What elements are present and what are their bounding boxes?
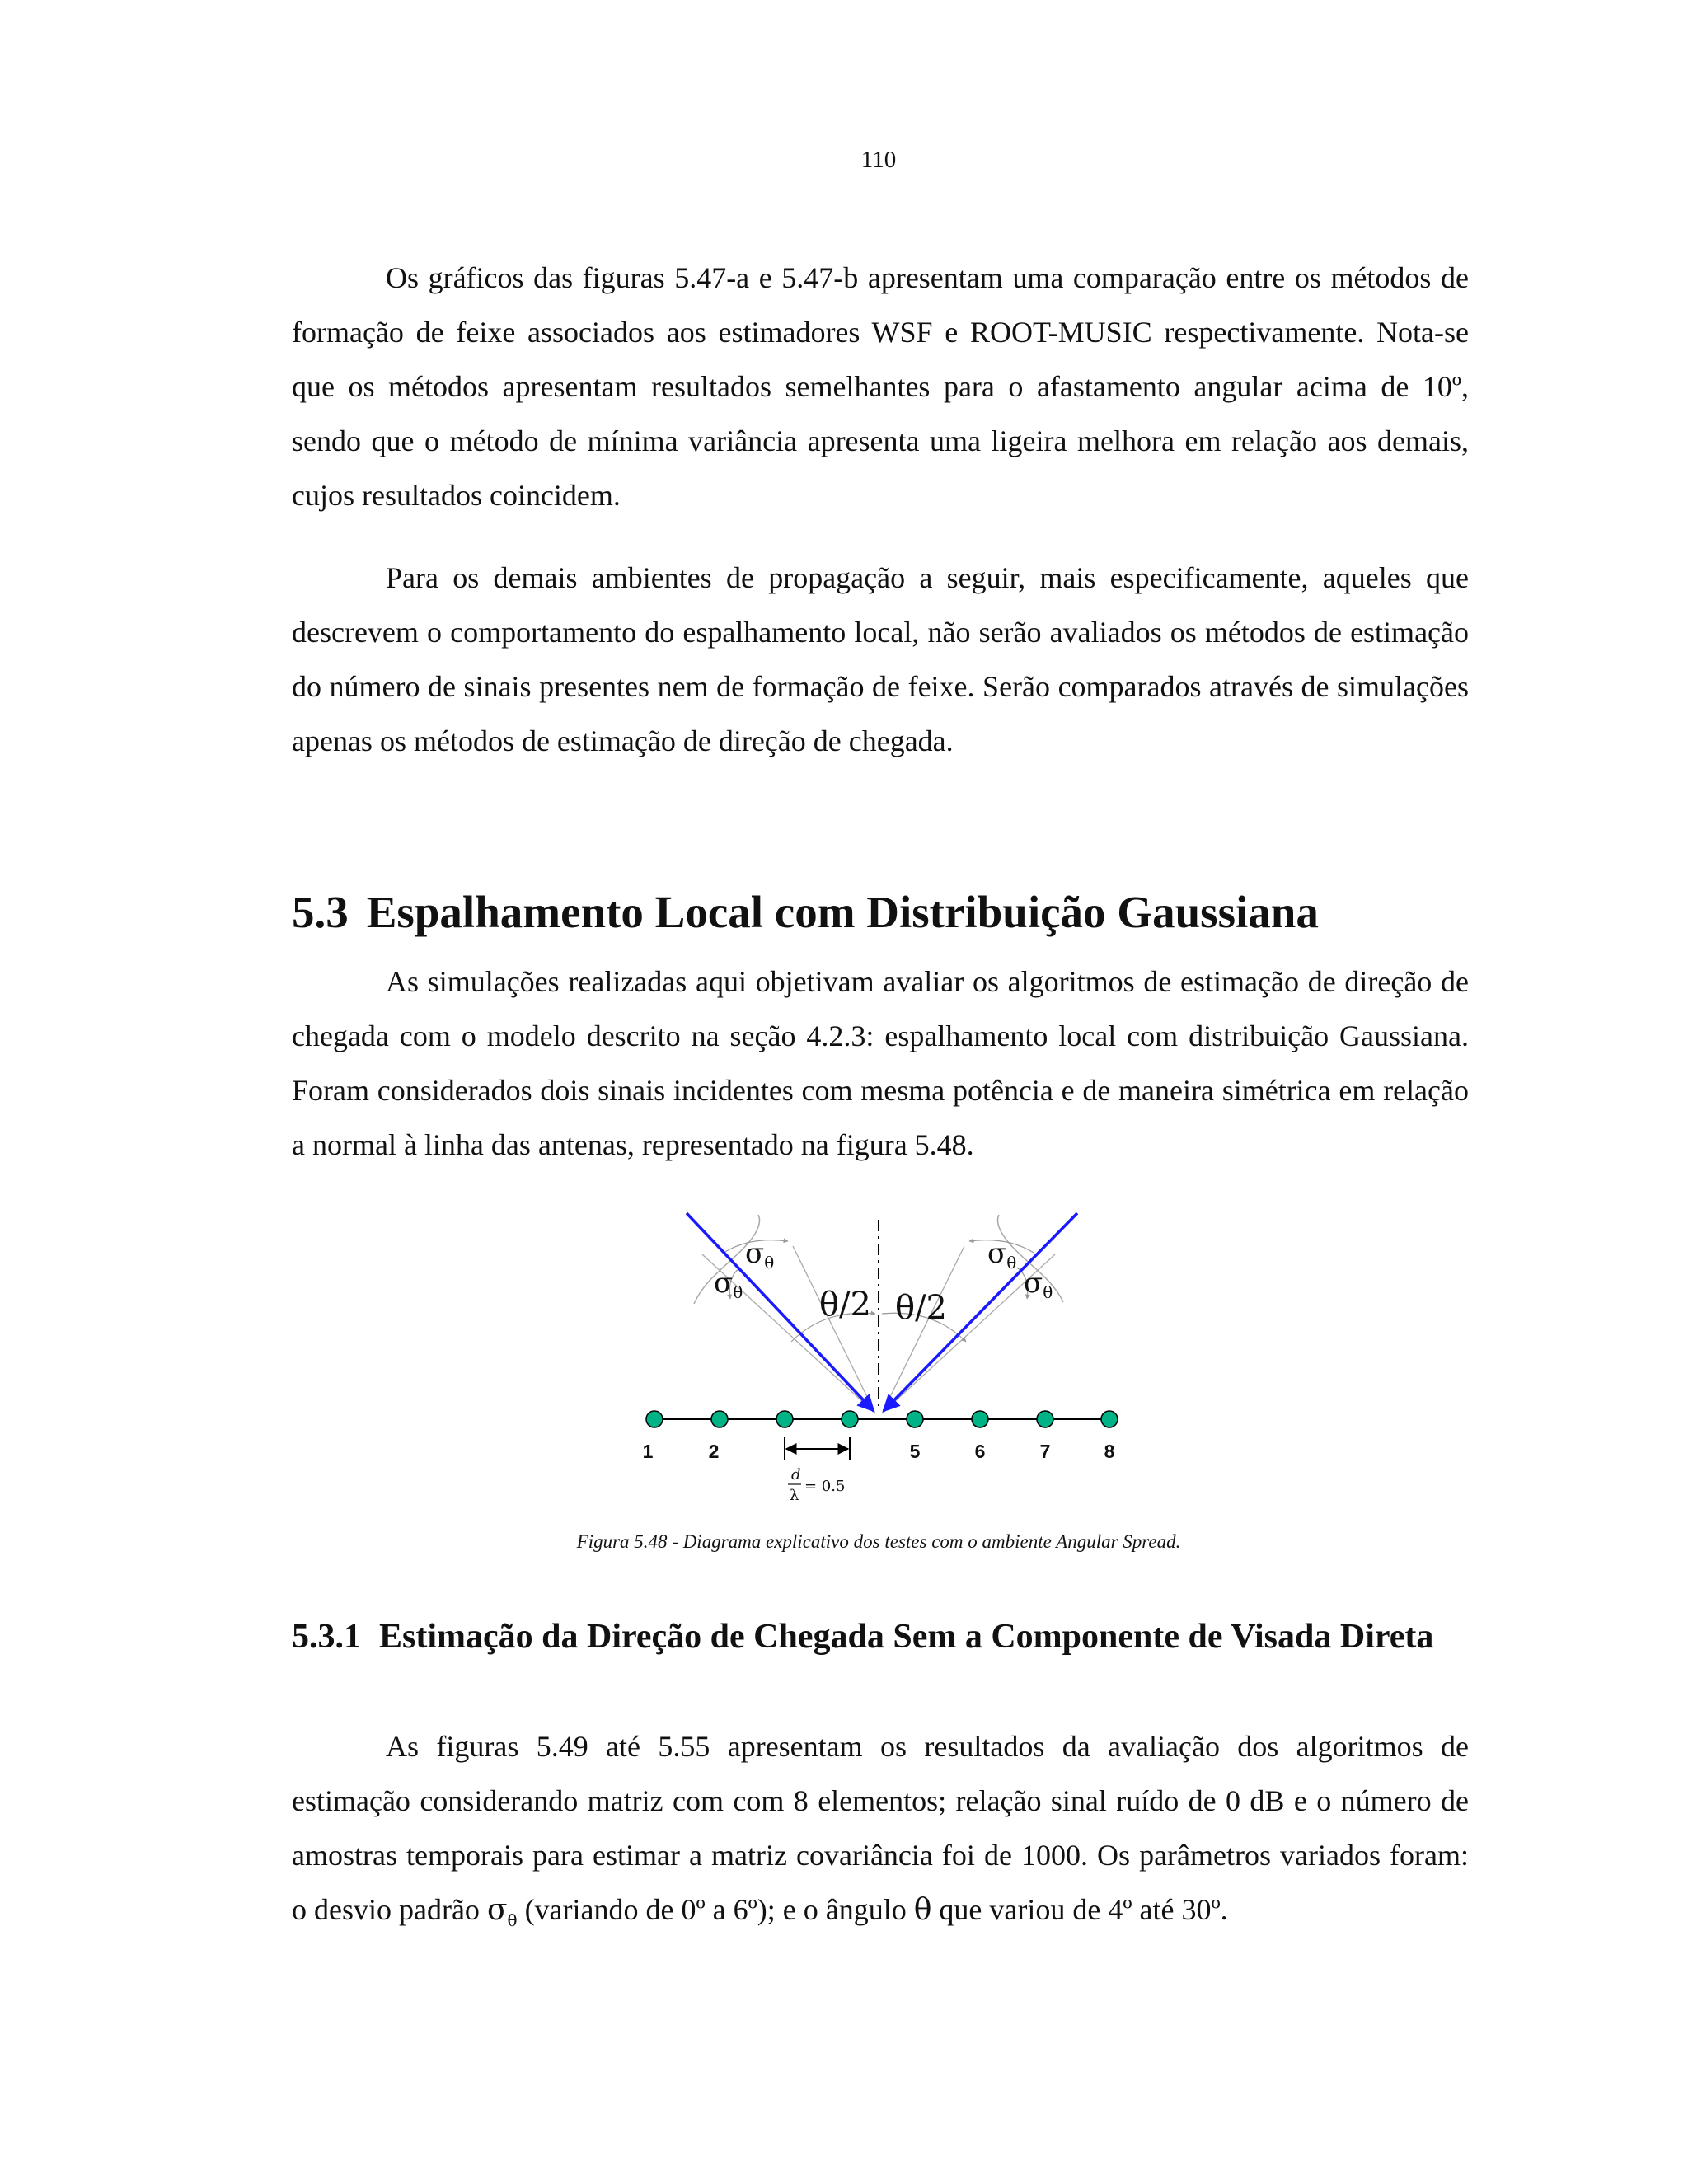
half-angle-label-left: θ/2	[819, 1286, 872, 1324]
antenna-element	[776, 1411, 793, 1427]
sigma-symbol: $\sigma_\theta$	[486, 1893, 518, 1931]
sigma-label-right-inner: $\sigma_\theta$	[1024, 1267, 1053, 1302]
antenna-element	[1101, 1411, 1118, 1427]
paragraph-next-environments: Para os demais ambientes de propagação a seguir, mais especificamente, aqueles que descrevem o comportamento do espalhamento local, não serão avaliados os métodos de estimação do número de sinais presentes nem de formação de feixe. Serão comparados através de simulações apenas os métodos de estimação de direção de chegada.	[292, 561, 1469, 757]
antenna-label-1: 1	[642, 1441, 654, 1462]
spacing-denominator: λ	[790, 1487, 799, 1504]
antenna-label-7: 7	[1039, 1441, 1051, 1462]
section-number: 5.3	[292, 887, 349, 937]
p4-text-1: As figuras 5.49 até 5.55 apresentam os resultados da avaliação dos algoritmos de estimação considerando matriz com com 8 elementos; relação sinal ruído de 0 dB e o número de amostras temporais para estimar a matriz covariância foi de 1000. Os parâmetros variados foram: o desvio padrão	[292, 1730, 1469, 1926]
paragraph-results-parameters	[292, 1719, 1469, 1947]
subsection-title: Estimação da Direção de Chegada Sem a Componente de Visada Direta	[379, 1618, 1434, 1656]
antenna-element	[1037, 1411, 1053, 1427]
spacing-numerator: d	[791, 1466, 801, 1483]
section-title: Espalhamento Local com Distribuição Gaussiana	[366, 887, 1319, 937]
diagram-svg	[635, 1203, 1129, 1516]
antenna-element	[711, 1411, 728, 1427]
sigma-label-left-inner: $\sigma_\theta$	[714, 1267, 743, 1302]
p4-text-3: que variou de 4º até 30º.	[939, 1893, 1228, 1926]
figure-angular-spread-diagram	[635, 1203, 1129, 1516]
figure-caption: Figura 5.48 - Diagrama explicativo dos testes com o ambiente Angular Spread.	[576, 1531, 1181, 1552]
antenna-label-6: 6	[974, 1441, 986, 1462]
antenna-element	[907, 1411, 923, 1427]
section-heading	[292, 883, 1319, 941]
antenna-element	[972, 1411, 988, 1427]
spacing-value: = 0.5	[804, 1478, 846, 1495]
paragraph-simulations-intro: As simulações realizadas aqui objetivam avaliar os algoritmos de estimação de direção de chegada com o modelo descrito na seção 4.2.3: espalhamento local com distribuição Gaussiana. Foram considerados dois sinais incidentes com mesma potência e de maneira simétrica em relação a normal à linha das antenas, representado na figura 5.48.	[292, 965, 1469, 1161]
antenna-label-2: 2	[708, 1441, 720, 1462]
antenna-label-5: 5	[909, 1441, 921, 1462]
sigma-label-right-outer: $\sigma_\theta$	[987, 1237, 1017, 1272]
antenna-element	[646, 1411, 663, 1427]
half-angle-label-right: θ/2	[895, 1289, 948, 1327]
antenna-label-8: 8	[1104, 1441, 1115, 1462]
theta-symbol: θ	[913, 1893, 932, 1927]
sigma-label-left-outer: $\sigma_\theta$	[745, 1237, 775, 1272]
subsection-number: 5.3.1	[292, 1618, 361, 1656]
antenna-element	[842, 1411, 858, 1427]
page-number: 110	[860, 147, 897, 173]
p4-text-2: (variando de 0º a 6º); e o ângulo	[524, 1893, 907, 1926]
subsection-heading	[292, 1615, 1470, 1658]
paragraph-beamforming-comparison: Os gráficos das figuras 5.47-a e 5.47-b apresentam uma comparação entre os métodos de formação de feixe associados aos estimadores WSF e ROOT-MUSIC respectivamente. Nota-se que os métodos apresentam resultados semelhantes para o afastamento angular acima de 10º, sendo que o método de mínima variância apresenta uma ligeira melhora em relação aos demais, cujos resultados coincidem.	[292, 261, 1469, 512]
